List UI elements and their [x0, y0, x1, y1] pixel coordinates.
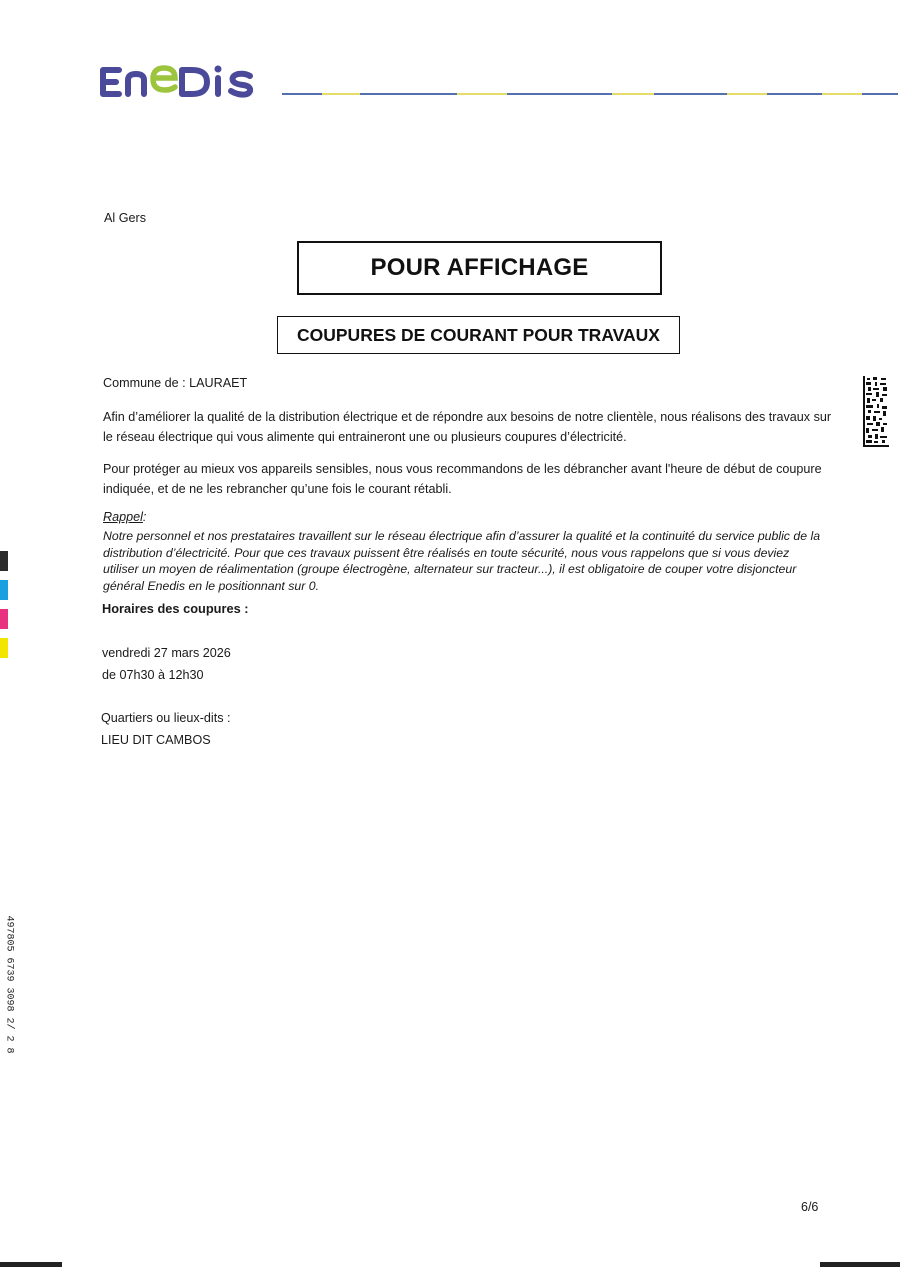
bottom-bar-right	[820, 1262, 900, 1267]
rappel-heading	[103, 510, 146, 524]
outage-date: vendredi 27 mars 2026	[102, 646, 231, 660]
quartiers-title: Quartiers ou lieux-dits :	[101, 711, 231, 725]
color-mark-magenta	[0, 609, 8, 629]
page-number: 6/6	[801, 1200, 819, 1214]
intro-paragraph: Afin d’améliorer la qualité de la distribution électrique et de répondre aux besoins de notre clientèle, nous réalisons des travaux sur le réseau électrique qui vous alimente qui entraineront une ou plusieurs coupures d’électricité.	[103, 410, 832, 444]
enedis-logo	[97, 58, 269, 104]
rappel-title-suffix: :	[142, 510, 147, 524]
side-reference-code: 497805 6739 3098 2/ 2 8	[3, 915, 15, 1054]
color-mark-yellow	[0, 638, 8, 658]
datamatrix-code	[863, 376, 889, 447]
advice-paragraph: Pour protéger au mieux vos appareils sensibles, nous vous recommandons de les débrancher avant l'heure de début de coupure indiquée, et de ne les rebrancher qu’une fois le courant rétabli.	[103, 462, 822, 496]
addressee: Al Gers	[104, 211, 146, 225]
title-main: POUR AFFICHAGE	[297, 241, 662, 295]
commune-line: Commune de : LAURAET	[103, 376, 248, 390]
header-rule	[282, 93, 898, 96]
horaires-title: Horaires des coupures :	[102, 601, 249, 616]
outage-hours: de 07h30 à 12h30	[102, 668, 204, 682]
quartiers-value: LIEU DIT CAMBOS	[101, 733, 211, 747]
title-sub: COUPURES DE COURANT POUR TRAVAUX	[277, 316, 680, 354]
color-mark-black	[0, 551, 8, 571]
rappel-text: Notre personnel et nos prestataires travaillent sur le réseau électrique afin d’assurer la qualité et la continuité du service public de la distribution d’électricité. Pour que ces travaux puissent être réalisés en toute sécurité, nous vous rappelons que si vous deviez utiliser un moyen de réalimentation (groupe électrogène, alternateur sur tracteur...), il est obligatoire de couper votre disjoncteur général Enedis en le positionnant sur 0.	[103, 529, 821, 593]
color-mark-cyan	[0, 580, 8, 600]
bottom-bar-left	[0, 1262, 62, 1267]
rappel-title: Rappel	[103, 510, 143, 524]
